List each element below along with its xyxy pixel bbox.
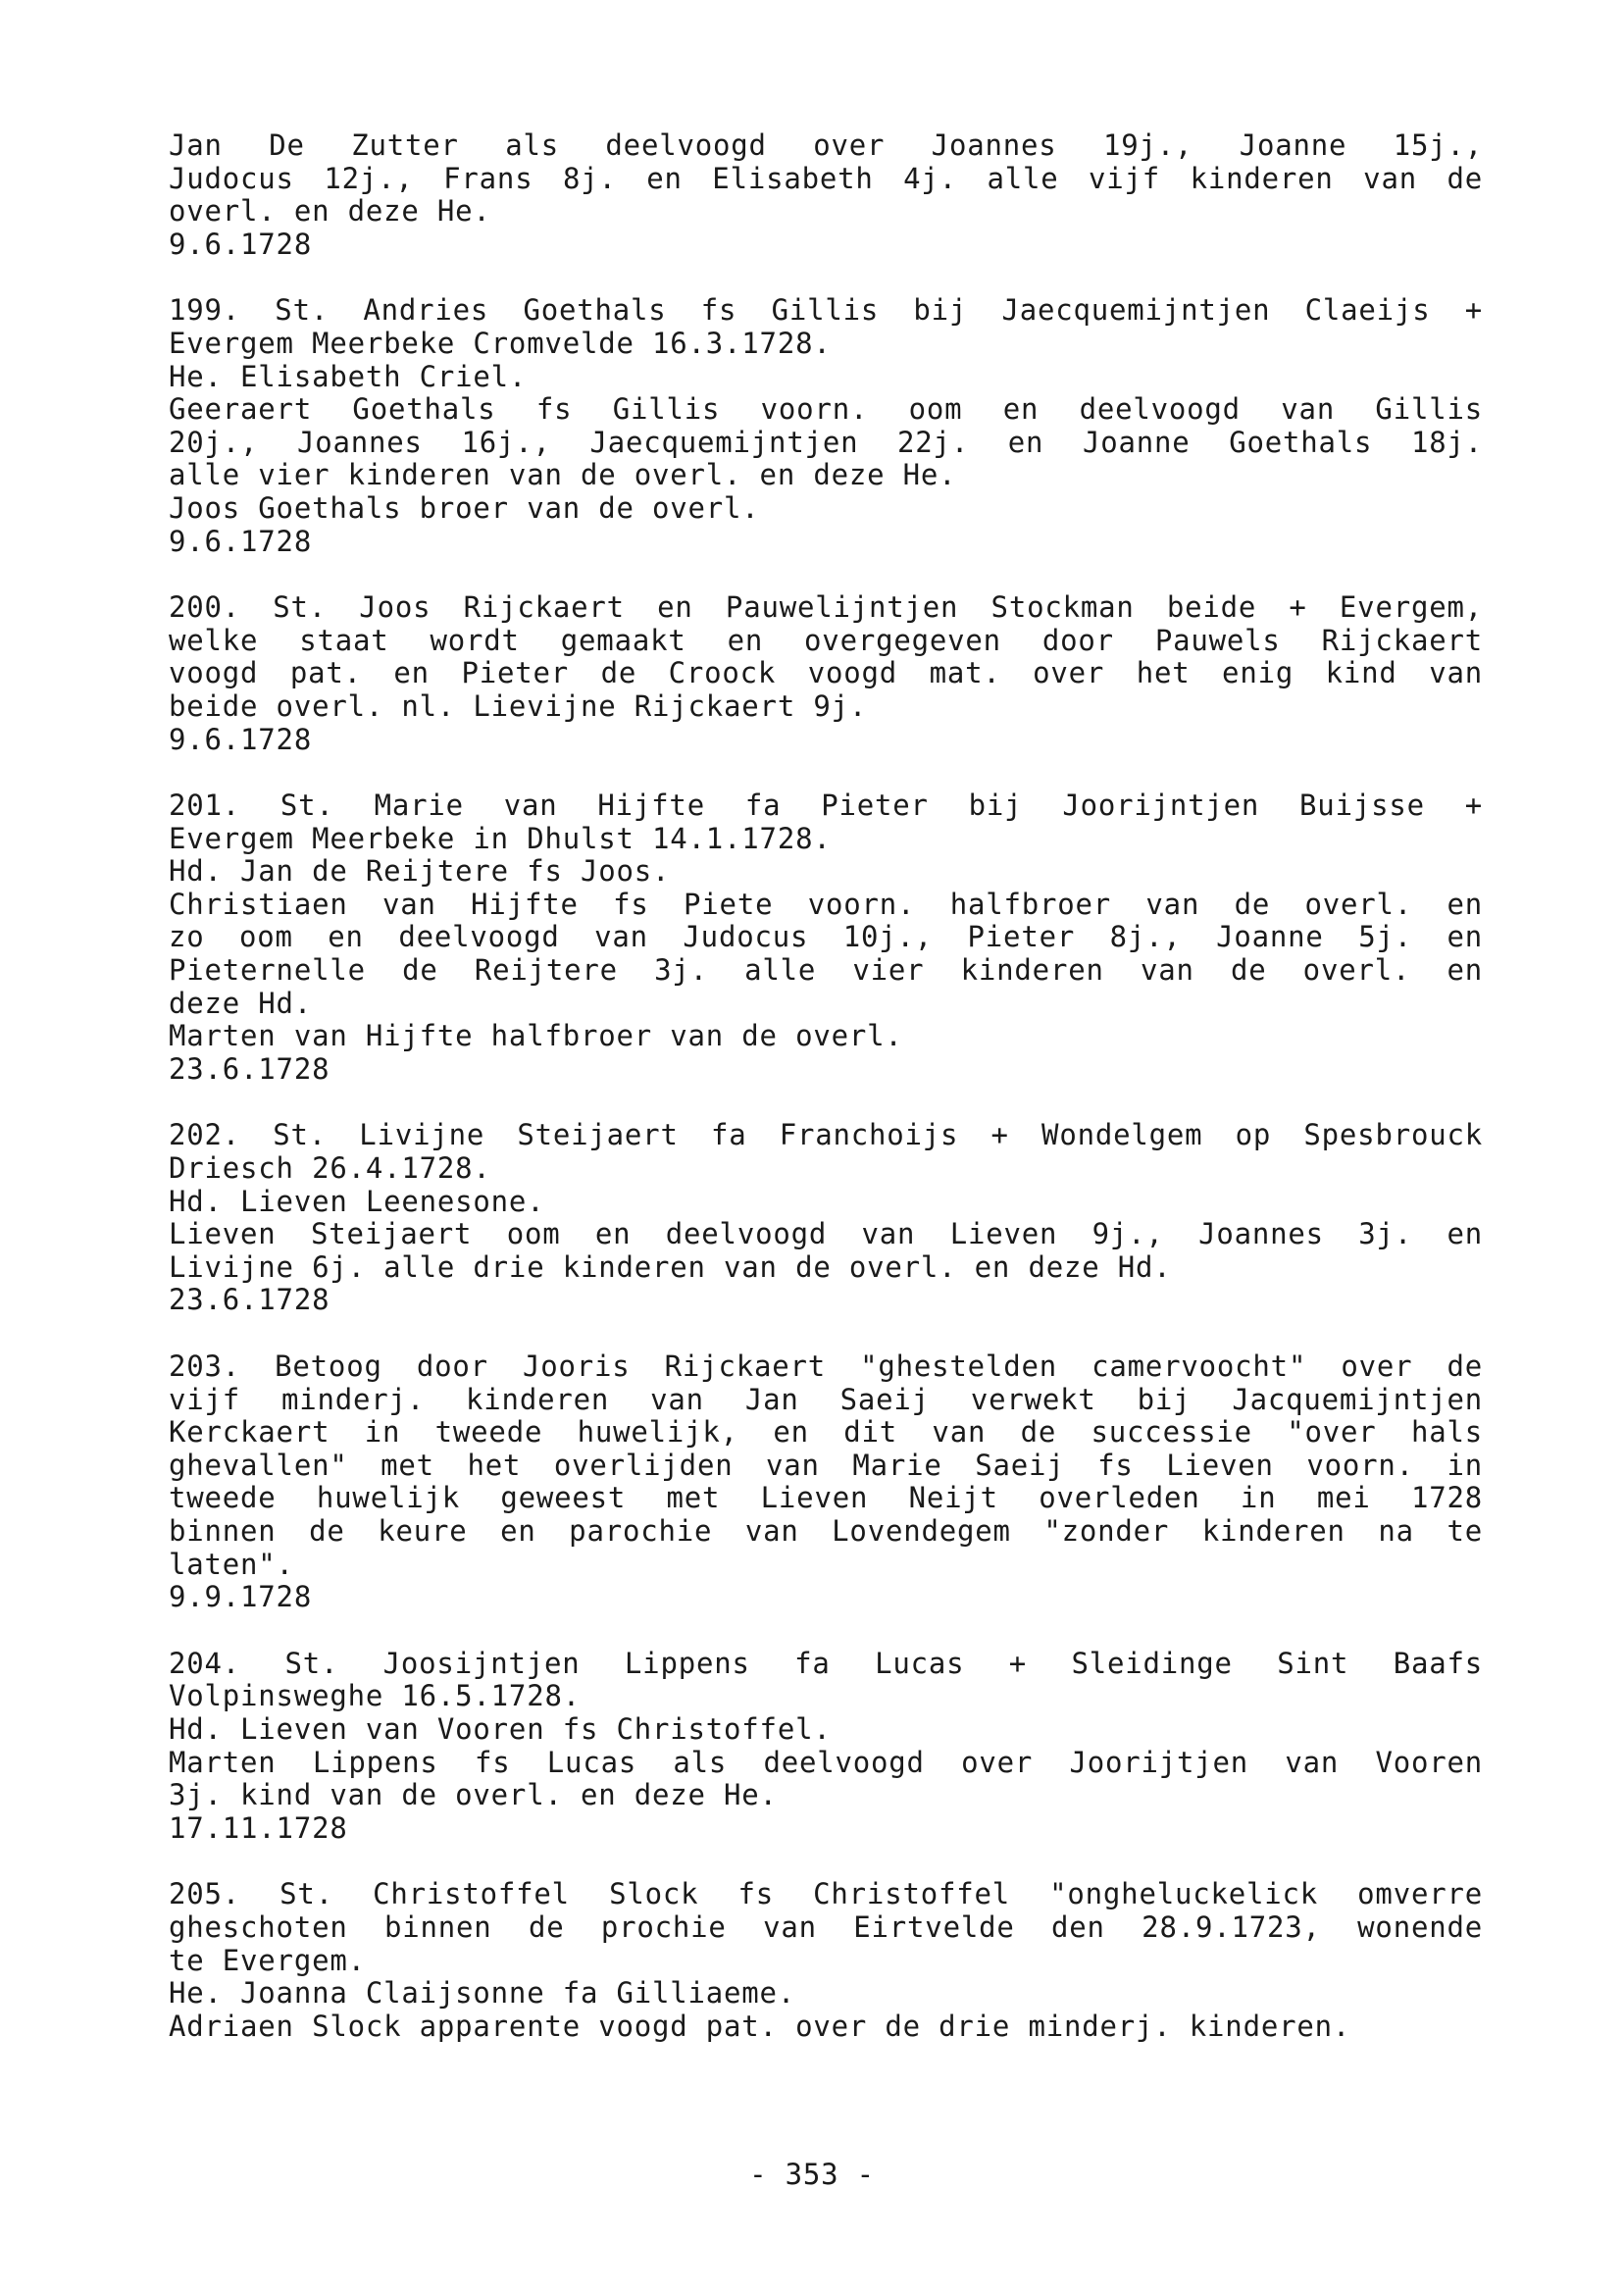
text-line: Marten Lippens fs Lucas als deelvoogd over Joorijtjen van Vooren (169, 1745, 1483, 1779)
text-line: 23.6.1728 (169, 1283, 330, 1317)
entry-205 (169, 1878, 1483, 2043)
text-line: alle vier kinderen van de overl. en deze He. (169, 458, 957, 492)
text-line: Adriaen Slock apparente voogd pat. over de drie minderj. kinderen. (169, 2009, 1351, 2043)
text-line: vijf minderj. kinderen van Jan Saeij verwekt bij Jacquemijntjen (169, 1382, 1483, 1416)
text-line: laten". (169, 1547, 294, 1581)
text-line: te Evergem. (169, 1943, 366, 1977)
text-line: Evergem Meerbeke Cromvelde 16.3.1728. (169, 326, 832, 360)
text-line: He. Joanna Claijsonne fa Gilliaeme. (169, 1976, 796, 2011)
text-line: Kerckaert in tweede huwelijk, en dit van de successie "over hals (169, 1415, 1483, 1450)
document-body (169, 129, 1483, 2076)
text-line: Volpinsweghe 16.5.1728. (169, 1679, 581, 1713)
text-line: voogd pat. en Pieter de Croock voogd mat. over het enig kind van (169, 656, 1483, 690)
text-line: Christiaen van Hijfte fs Piete voorn. halfbroer van de overl. en (169, 887, 1483, 921)
text-line: 9.6.1728 (169, 524, 313, 558)
text-line: 205. St. Christoffel Slock fs Christoffel "ongheluckelick omverre (169, 1877, 1483, 1911)
text-line: Pieternelle de Reijtere 3j. alle vier kinderen van de overl. en (169, 953, 1483, 988)
text-line: 3j. kind van de overl. en deze He. (169, 1778, 778, 1812)
text-line: gheschoten binnen de prochie van Eirtvelde den 28.9.1723, wonende (169, 1909, 1483, 1944)
text-line: Joos Goethals broer van de overl. (169, 490, 760, 525)
text-line: binnen de keure en parochie van Lovendegem "zonder kinderen na te (169, 1513, 1483, 1548)
text-line: Marten van Hijfte halfbroer van de overl. (169, 1019, 903, 1053)
text-line: 199. St. Andries Goethals fs Gillis bij Jaecquemijntjen Claeijs + (169, 293, 1483, 328)
text-line: Hd. Lieven Leenesone. (169, 1184, 545, 1218)
entry-203 (169, 1350, 1483, 1614)
text-line: 23.6.1728 (169, 1051, 330, 1086)
text-line: He. Elisabeth Criel. (169, 359, 528, 393)
text-line: tweede huwelijk geweest met Lieven Neijt overleden in mei 1728 (169, 1481, 1483, 1515)
text-line: deze Hd. (169, 986, 313, 1020)
text-line: Jan De Zutter als deelvoogd over Joannes 19j., Joanne 15j., (169, 128, 1483, 162)
text-line: overl. en deze He. (169, 194, 491, 229)
text-line: ghevallen" met het overlijden van Marie Saeij fs Lieven voorn. in (169, 1448, 1483, 1482)
text-line: Hd. Jan de Reijtere fs Joos. (169, 854, 671, 889)
text-line: Lieven Steijaert oom en deelvoogd van Lieven 9j., Joannes 3j. en (169, 1217, 1483, 1251)
entry-201 (169, 789, 1483, 1086)
text-line: beide overl. nl. Lievijne Rijckaert 9j. (169, 688, 868, 723)
text-line: 9.9.1728 (169, 1580, 313, 1614)
text-line: Evergem Meerbeke in Dhulst 14.1.1728. (169, 821, 832, 855)
text-line: Driesch 26.4.1728. (169, 1151, 491, 1186)
text-line: 9.6.1728 (169, 722, 313, 756)
text-line: 201. St. Marie van Hijfte fa Pieter bij Joorijntjen Buijsse + (169, 789, 1483, 823)
text-line: Livijne 6j. alle drie kinderen van de overl. en deze Hd. (169, 1249, 1172, 1284)
text-line: 9.6.1728 (169, 227, 313, 261)
entry-204 (169, 1648, 1483, 1846)
text-line: 204. St. Joosijntjen Lippens fa Lucas + Sleidinge Sint Baafs (169, 1646, 1483, 1680)
text-line: zo oom en deelvoogd van Judocus 10j., Pieter 8j., Joanne 5j. en (169, 920, 1483, 954)
entry-200 (169, 591, 1483, 756)
text-line: Geeraert Goethals fs Gillis voorn. oom en deelvoogd van Gillis (169, 392, 1483, 427)
text-line: 20j., Joannes 16j., Jaecquemijntjen 22j. en Joanne Goethals 18j. (169, 425, 1483, 459)
entry-intro (169, 129, 1483, 261)
text-line: 202. St. Livijne Steijaert fa Franchoijs + Wondelgem op Spesbrouck (169, 1118, 1483, 1152)
text-line: 203. Betoog door Jooris Rijckaert "ghestelden camervoocht" over de (169, 1349, 1483, 1383)
text-line: 17.11.1728 (169, 1810, 348, 1845)
text-line: Judocus 12j., Frans 8j. en Elisabeth 4j. alle vijf kinderen van de (169, 161, 1483, 195)
text-line: Hd. Lieven van Vooren fs Christoffel. (169, 1711, 832, 1746)
entry-202 (169, 1119, 1483, 1317)
text-line: 200. St. Joos Rijckaert en Pauwelijntjen Stockman beide + Evergem, (169, 590, 1483, 625)
text-line: welke staat wordt gemaakt en overgegeven door Pauwels Rijckaert (169, 623, 1483, 657)
page-number: - 353 - (749, 2158, 875, 2191)
entry-199 (169, 294, 1483, 558)
